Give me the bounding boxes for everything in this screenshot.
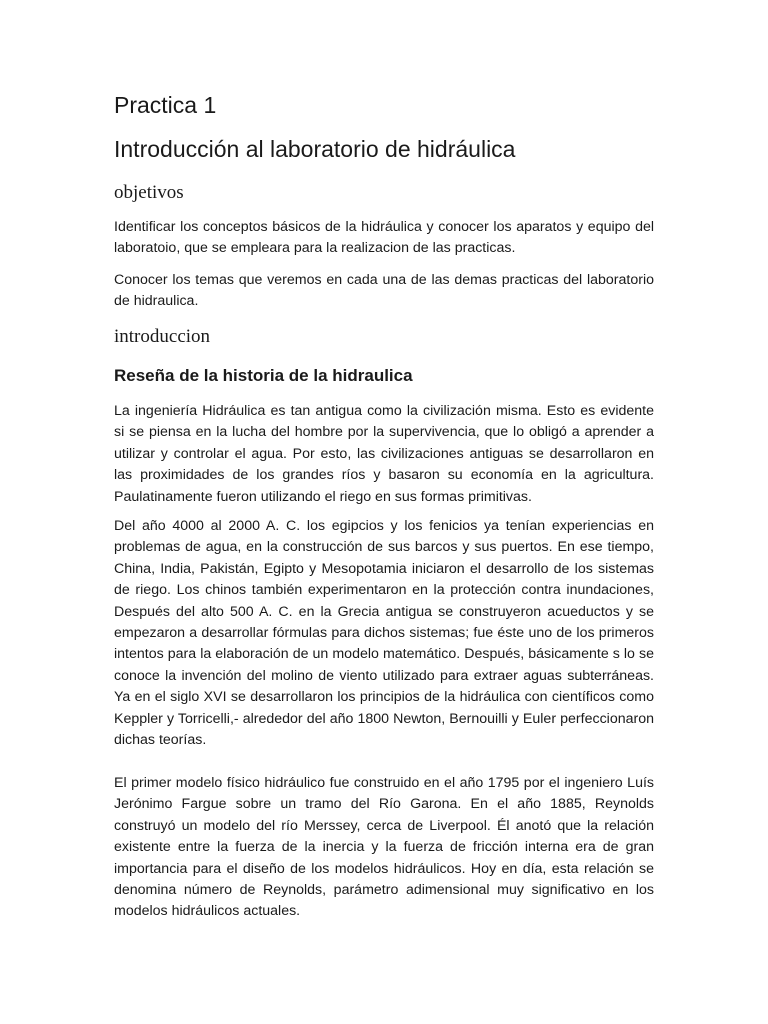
history-paragraph-2: Del año 4000 al 2000 A. C. los egipcios y los fenicios ya tenían experiencias en problemas de agua, en la construcción de sus barcos y sus puertos. En ese tiempo, China, India, Pakistán, Egipto y Mesopotamia iniciaron el desarrollo de los sistemas de riego. Los chinos también experimentaron en la protección contra inundaciones, Después del alto 500 A. C. en la Grecia antigua se construyeron acueductos y se empezaron a desarrollar fórmulas para dichos sistemas; fue éste uno de los primeros intentos para la elaboración de un modelo matemático. Después, básicamente s lo se conoce la invención del molino de viento utilizado para extraer aguas subterráneas. Ya en el siglo XVI se desarrollaron los principios de la hidráulica con científicos como Keppler y Torricelli,- alrededor del año 1800 Newton, Bernouilli y Euler perfeccionaron dichas teorías. bbox=[114, 518, 654, 749]
history-heading: Reseña de la historia de la hidraulica bbox=[114, 366, 413, 385]
history-paragraph-3: El primer modelo físico hidráulico fue construido en el año 1795 por el ingeniero Luís Jerónimo Fargue sobre un tramo del Río Garona. En el año 1885, Reynolds construyó un modelo del río Merssey, cerca de Liverpool. Él anotó que la relación existente entre la fuerza de la inercia y la fuerza de fricción interna era de gran importancia para el diseño de los modelos hidráulicos. Hoy en día, esta relación se denomina número de Reynolds, parámetro adimensional muy significativo en los modelos hidráulicos actuales. bbox=[114, 775, 654, 920]
history-paragraph-1: La ingeniería Hidráulica es tan antigua como la civilización misma. Esto es evidente si se piensa en la lucha del hombre por la supervivencia, que lo obligó a aprender a utilizar y controlar el agua. Por esto, las civilizaciones antiguas se desarrollaron en las proximidades de los grandes ríos y basaron su economía en la agricultura. Paulatinamente fueron utilizando el riego en sus formas primitivas. bbox=[114, 403, 654, 505]
introduction-heading: introduccion bbox=[114, 326, 211, 347]
page-title: Practica 1 bbox=[114, 92, 217, 118]
objectives-heading: objetivos bbox=[114, 182, 184, 203]
objectives-paragraph-2: Conocer los temas que veremos en cada una de las demas practicas del laboratorio de hidraulica. bbox=[114, 272, 654, 310]
page-subtitle: Introducción al laboratorio de hidráulica bbox=[114, 136, 516, 162]
objectives-paragraph-1: Identificar los conceptos básicos de la hidráulica y conocer los aparatos y equipo del laboratoio, que se empleara para la realizacion de las practicas. bbox=[114, 219, 654, 257]
